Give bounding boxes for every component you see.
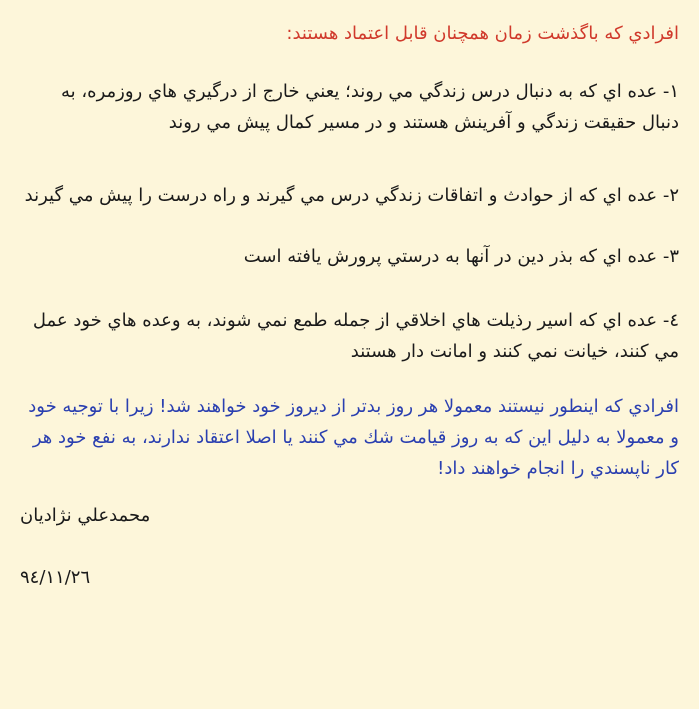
author-name: محمدعلي نژاديان	[20, 505, 151, 526]
list-item-4: ٤- عده اي كه اسير رذيلت هاي اخلاقي از جمله طمع نمي شوند، به وعده هاي خود عمل مي كنند، خيانت نمي كنند و امانت دار هستند	[32, 310, 679, 362]
list-item-3: ٣- عده اي كه بذر دين در آنها به درستي پرورش يافته است	[243, 246, 679, 267]
note-date: ٩٤/١١/٢٦	[20, 567, 91, 588]
item-list	[20, 76, 679, 367]
conclusion-paragraph: افرادي كه اينطور نيستند معمولا هر روز بدتر از ديروز خود خواهند شد! زيرا با توجيه خود و معمولا به دليل اين كه به روز قيامت شك مي كنند يا اصلا اعتقاد ندارند، به نفع خود هر كار ناپسندي را انجام خواهند داد!	[28, 396, 679, 479]
note-title: افرادي كه باگذشت زمان همچنان قابل اعتماد هستند:	[286, 23, 679, 44]
date-block	[20, 550, 679, 592]
list-item-1: ١- عده اي كه به دنبال درس زندگي مي روند؛ يعني خارج از درگيري هاي روزمره، به دنبال حقيقت زندگي و آفرينش هستند و در مسير كمال پيش مي روند	[60, 81, 679, 133]
signature-block	[20, 502, 679, 550]
list-item-2: ٢- عده اي كه از حوادث و اتفاقات زندگي درس مي گيرند و راه درست را پيش مي گيرند	[24, 185, 679, 206]
